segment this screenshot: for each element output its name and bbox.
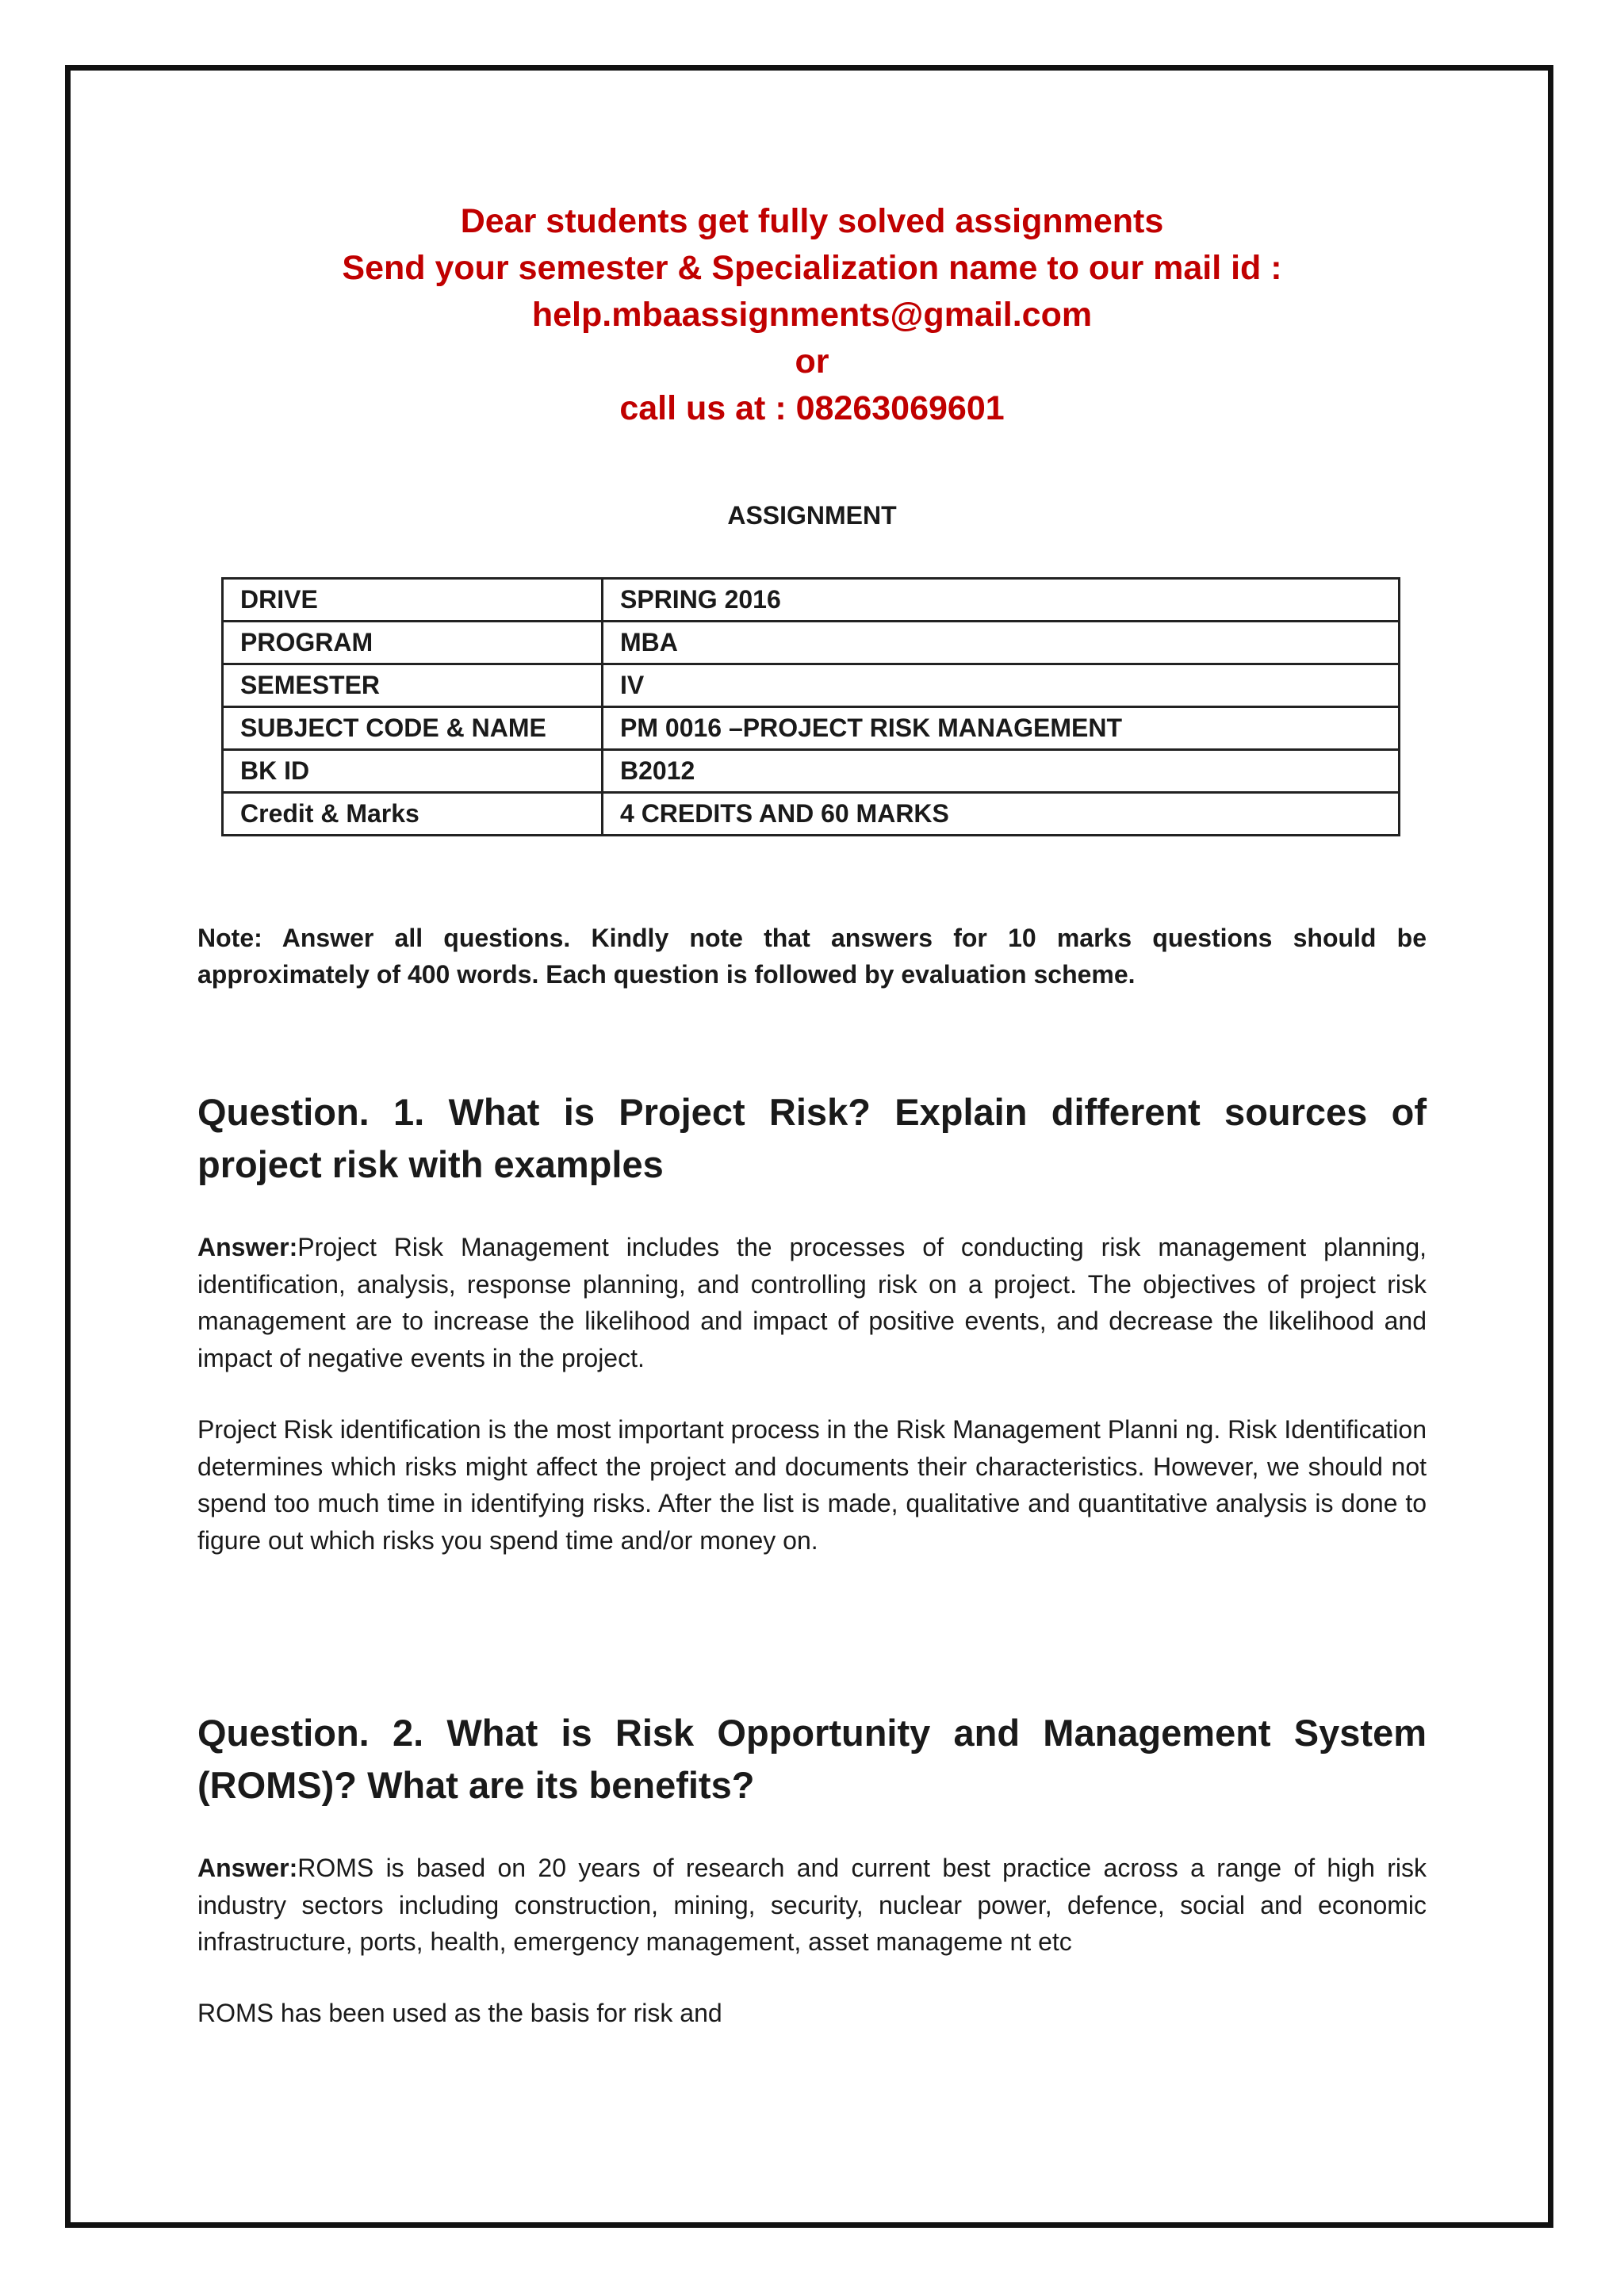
question-2-answer (197, 1850, 1427, 1961)
answer-text: ROMS is based on 20 years of research and current best practice across a range of high risk industry sectors including construction, mining, security, nuclear power, defence, social and economic infrastructure, ports, health, emergency management, asset manageme nt etc (197, 1854, 1427, 1956)
answer-label: Answer: (197, 1854, 298, 1882)
answer-label: Answer: (197, 1233, 298, 1261)
table-row (223, 793, 1400, 836)
row-key: SEMESTER (223, 664, 603, 707)
row-key: BK ID (223, 750, 603, 793)
table-row (223, 707, 1400, 750)
instructions-note: Note: Answer all questions. Kindly note that answers for 10 marks questions should be approximately of 400 words. Each question is followed by evaluation scheme. (197, 924, 1427, 989)
table-row (223, 750, 1400, 793)
table-row (223, 664, 1400, 707)
assignment-title: ASSIGNMENT (727, 501, 897, 530)
question-2-heading: Question. 2. What is Risk Opportunity and Management System (ROMS)? What are its benefits? (197, 1712, 1427, 1806)
row-value: SPRING 2016 (603, 579, 1400, 622)
row-key: PROGRAM (223, 622, 603, 664)
question-1-answer (197, 1229, 1427, 1376)
answer-text: Project Risk Management includes the processes of conducting risk management planning, identification, analysis, response planning, and controlling risk on a project. The objectives of project risk management are to increase the likelihood and impact of positive events, and decrease the likelihood and impact of negative events in the project. (197, 1233, 1427, 1372)
promo-banner (0, 198, 1624, 432)
promo-line-1: Dear students get fully solved assignments (460, 202, 1164, 240)
row-key: DRIVE (223, 579, 603, 622)
row-value: PM 0016 –PROJECT RISK MANAGEMENT (603, 707, 1400, 750)
question-1-paragraph-2: Project Risk identification is the most important process in the Risk Management Planni ng. Risk Identification determines which risks might affect the project and documents their characteristics. However, we should not spend too much time in identifying risks. After the list is made, qualitative and quantitative analysis is done to figure out which risks you spend time and/or money on. (197, 1415, 1427, 1555)
row-key: Credit & Marks (223, 793, 603, 836)
promo-or: or (795, 342, 829, 381)
question-1-heading: Question. 1. What is Project Risk? Explain different sources of project risk with examples (197, 1091, 1427, 1185)
promo-email: help.mbaassignments@gmail.com (531, 296, 1093, 334)
row-value: IV (603, 664, 1400, 707)
promo-line-2: Send your semester & Specialization name to our mail id : (342, 249, 1282, 287)
row-value: 4 CREDITS AND 60 MARKS (603, 793, 1400, 836)
row-value: MBA (603, 622, 1400, 664)
row-value: B2012 (603, 750, 1400, 793)
table-row (223, 579, 1400, 622)
promo-phone: call us at : 08263069601 (619, 389, 1005, 427)
table-row (223, 622, 1400, 664)
question-2-paragraph-2: ROMS has been used as the basis for risk and (197, 1999, 722, 2027)
row-key: SUBJECT CODE & NAME (223, 707, 603, 750)
assignment-info-table (221, 577, 1400, 836)
